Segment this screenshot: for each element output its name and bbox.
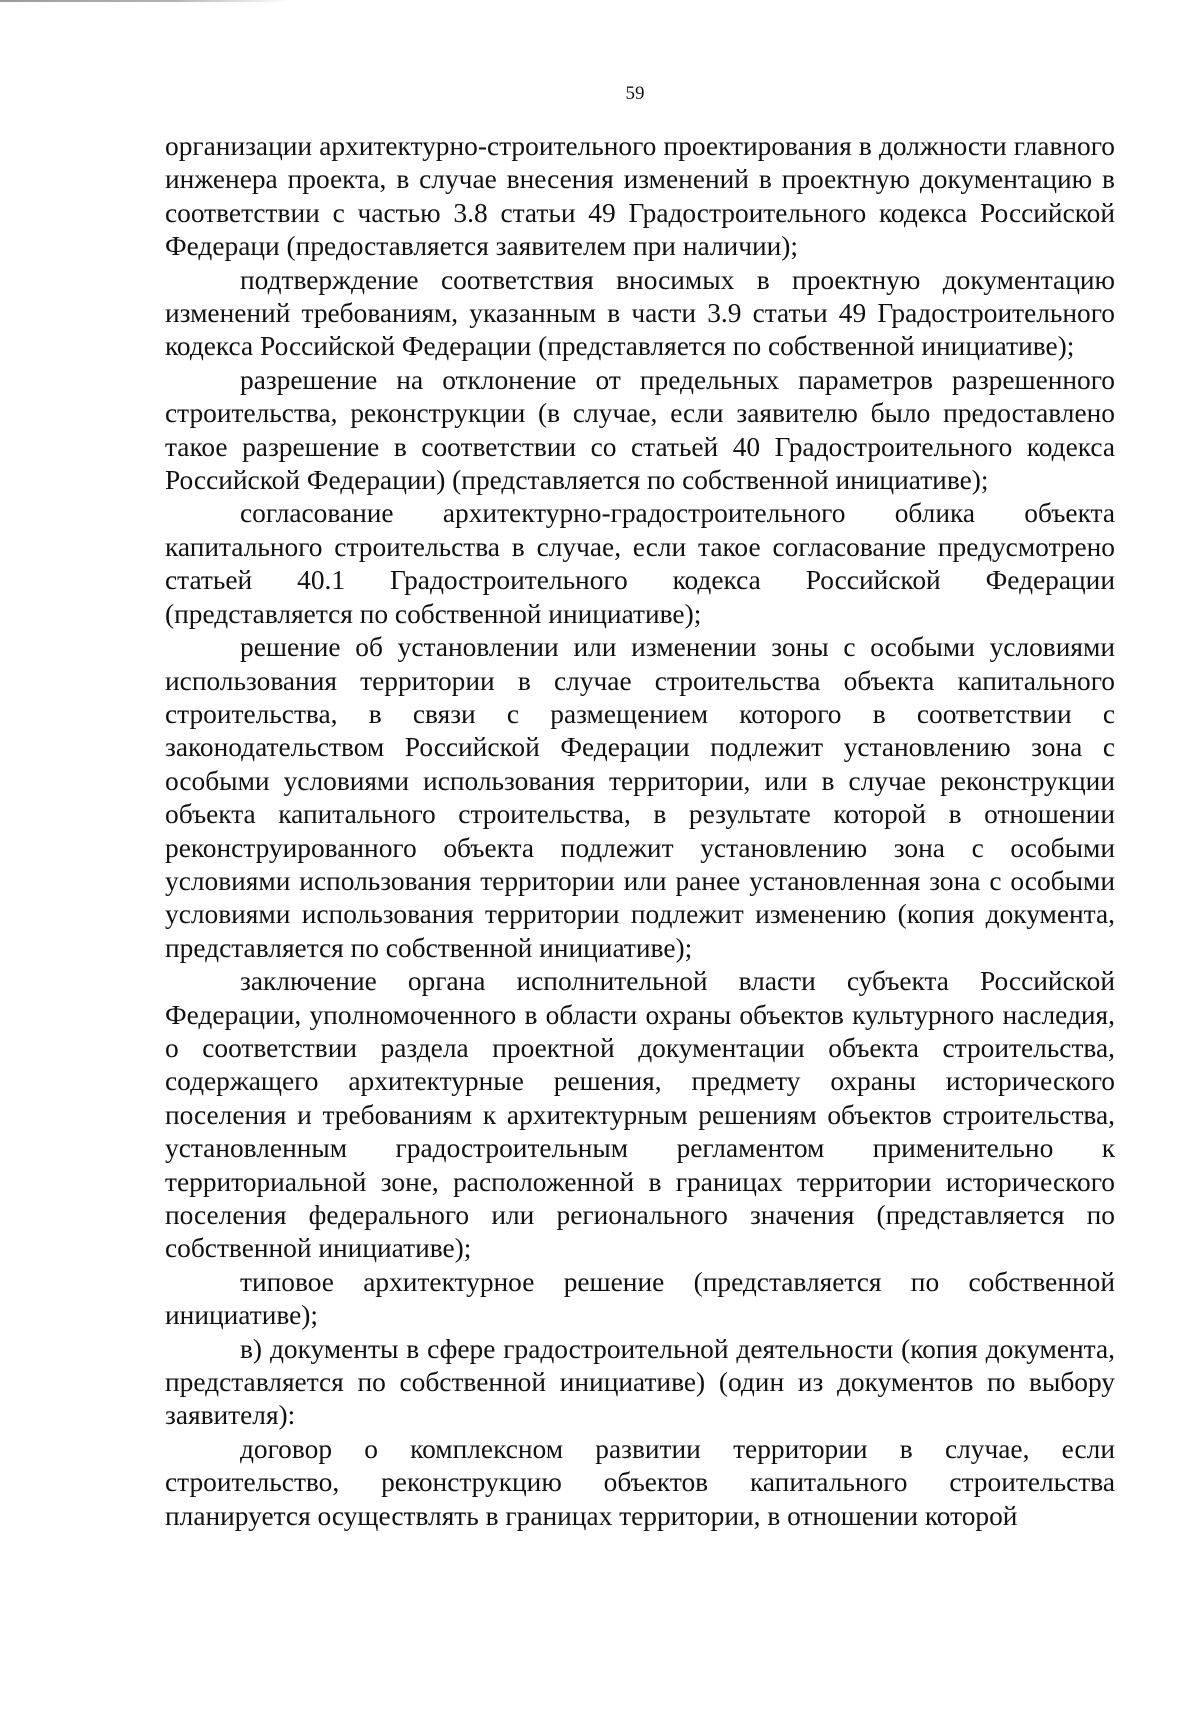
paragraph-heritage-conclusion: заключение органа исполнительной власти субъекта Российской Федерации, уполномоченного в области охраны объектов культурного наследия, о соответствии раздела проектной документации объекта строительства, содержащего архитектурные решения, предмету охраны исторического поселения и требованиям к архитектурным решениям объектов строительства, установленным градостроительным регламентом применительно к территориальной зоне, расположенной в границах территории исторического поселения федерального или регионального значения (представляется по собственной инициативе); — [165, 966, 1115, 1264]
page-number: 59 — [625, 83, 645, 104]
paragraph-continuation: организации архитектурно-строительного проектирования в должности главного инженера проекта, в случае внесения изменений в проектную документацию в соответствии с частью 3.8 статьи 49 Градостроительного кодекса Российской Федераци (предоставляется заявителем при наличии); — [165, 131, 1115, 262]
paragraph-deviation-permit: разрешение на отклонение от предельных параметров разрешенного строительства, реконструкции (в случае, если заявителю было предоставлено такое разрешение в соответствии со статьей 40 Градостроительного кодекса Российской Федерации) (представляется по собственной инициативе); — [165, 364, 1115, 496]
paragraph-typical-solution: типовое архитектурное решение (представляется по собственной инициативе); — [165, 1266, 1115, 1331]
paragraph-complex-development-agreement: договор о комплексном развитии территории в случае, если строительство, реконструкцию объектов капитального строительства планируется осуществлять в границах территории, в отношении которой — [165, 1433, 1115, 1531]
paragraph-urban-planning-documents: в) документы в сфере градостроительной деятельности (копия документа, представляется по собственной инициативе) (один из документов по выбору заявителя): — [165, 1333, 1115, 1431]
paragraph-special-zone-decision: решение об установлении или изменении зоны с особыми условиями использования территории в случае строительства объекта капитального строительства, в связи с размещением которого в соответствии с законодательством Российской Федерации подлежит установлению зона с особыми условиями использования территории, или в случае реконструкции объекта капитального строительства, в результате которой в отношении реконструированного объекта подлежит установлению зона с особыми условиями использования территории или ранее установленная зона с особыми условиями использования территории подлежит изменению (копия документа, представляется по собственной инициативе); — [165, 632, 1115, 963]
paragraph-design-conformity: подтверждение соответствия вносимых в проектную документацию изменений требованиям, указанным в части 3.9 статьи 49 Градостроительного кодекса Российской Федерации (представляется по собственной инициативе); — [165, 264, 1115, 362]
paragraph-appearance-approval: согласование архитектурно-градостроительного облика объекта капитального строительства в случае, если такое согласование предусмотрено статьей 40.1 Градостроительного кодекса Российской Федерации (представляется по собственной инициативе); — [165, 498, 1115, 629]
document-body — [165, 130, 1115, 1533]
scan-edge-line — [0, 0, 290, 2]
